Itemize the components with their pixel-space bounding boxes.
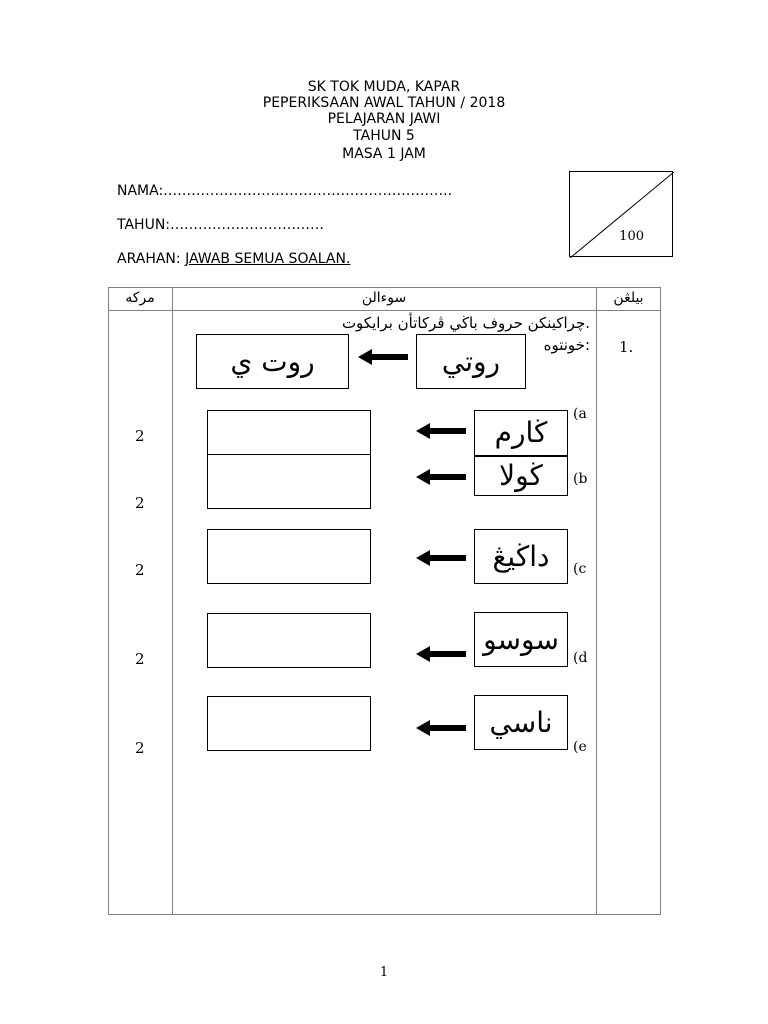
school-name: SK TOK MUDA, KAPAR	[307, 79, 461, 95]
word-box-c: داڬيڠ	[474, 529, 568, 584]
mark-c: 2	[135, 561, 145, 579]
table-top-border	[108, 287, 661, 288]
table-right-border	[660, 287, 661, 915]
item-label-d: (d	[573, 650, 588, 666]
instruction-label: ARAHAN:	[117, 251, 186, 267]
item-label-b: (b	[573, 471, 588, 487]
question-number: .1	[619, 338, 634, 356]
mark-a: 2	[135, 427, 145, 445]
example-answer-box: روت ي	[196, 334, 349, 389]
item-label-a: (a	[573, 406, 587, 422]
arrow-icon-c	[416, 549, 468, 567]
col-header-number: بيلڠن	[613, 290, 644, 306]
arrow-icon-a	[416, 422, 468, 440]
score-box	[569, 171, 673, 257]
answer-box-e[interactable]	[207, 696, 371, 751]
score-diagonal	[570, 172, 674, 258]
col-header-marks: مركه	[125, 290, 155, 306]
year-title: TAHUN 5	[353, 128, 415, 144]
word-box-a: ڬارم	[474, 410, 568, 456]
arrow-icon-d	[416, 645, 468, 663]
table-col-divider-2	[596, 287, 597, 915]
mark-b: 2	[135, 494, 145, 512]
word-box-d: سوسو	[474, 612, 568, 667]
subject-title: PELAJARAN JAWI	[327, 111, 441, 127]
table-bottom-border	[108, 914, 661, 915]
word-box-b: ڬولا	[474, 456, 568, 496]
year-field: TAHUN:……………………………	[117, 217, 325, 233]
table-left-border	[108, 287, 109, 915]
table-col-divider-1	[172, 287, 173, 915]
instruction-line	[117, 251, 350, 267]
item-label-e: (e	[573, 739, 587, 755]
answer-box-c[interactable]	[207, 529, 371, 584]
instruction-text: JAWAB SEMUA SOALAN.	[185, 251, 351, 267]
answer-box-d[interactable]	[207, 613, 371, 668]
score-total: 100	[619, 229, 644, 244]
mark-d: 2	[135, 650, 145, 668]
arrow-icon-e	[416, 719, 468, 737]
example-label: :خونتوه	[543, 336, 590, 354]
answer-box-b[interactable]	[207, 454, 371, 509]
name-field: NAMA:……………………………………………………..	[117, 183, 453, 199]
table-header-divider	[108, 310, 661, 311]
mark-e: 2	[135, 739, 145, 757]
page-number: 1	[379, 965, 389, 980]
exam-title: PEPERIKSAAN AWAL TAHUN / 2018	[262, 95, 506, 111]
duration-title: MASA 1 JAM	[342, 146, 426, 162]
col-header-question: سوءالن	[361, 290, 407, 306]
arrow-icon-b	[416, 468, 468, 486]
word-box-e: ناسي	[474, 695, 568, 750]
example-word-box: روتي	[416, 334, 526, 389]
question-instruction: .چراکينکن حروف باڬي ڤرکاتأن برايکوت	[341, 314, 590, 332]
item-label-c: (c	[573, 561, 587, 577]
example-arrow-icon	[358, 348, 412, 366]
